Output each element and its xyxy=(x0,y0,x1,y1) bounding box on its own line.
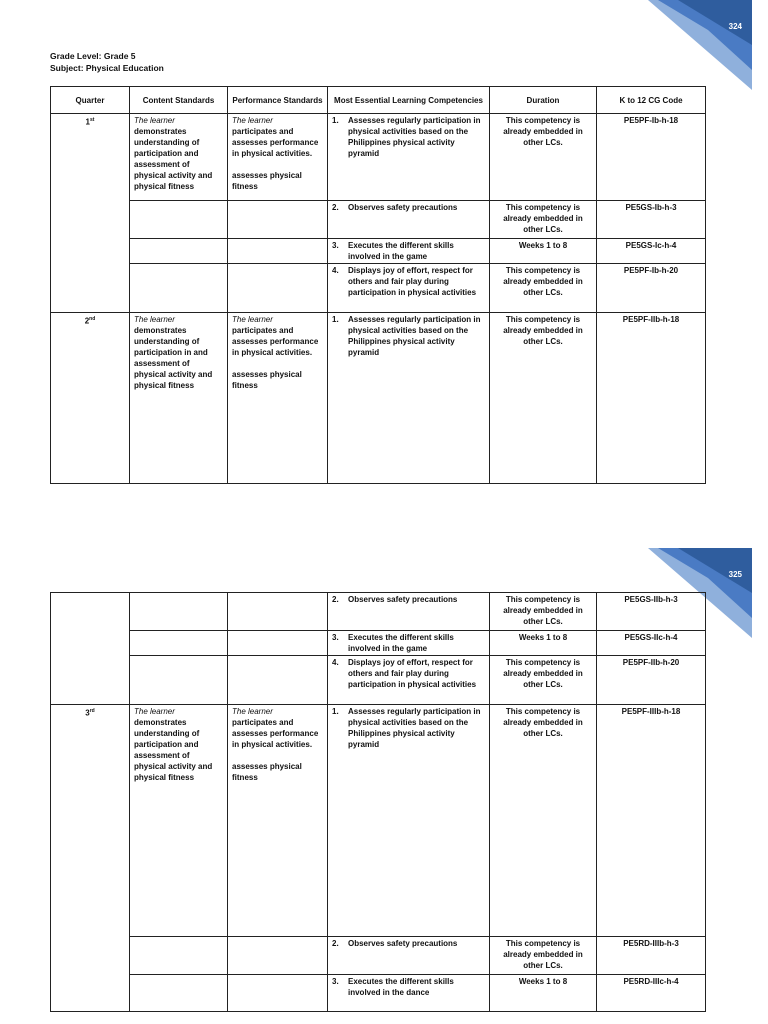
quarter-cell: 1st xyxy=(51,114,130,313)
code-cell: PE5PF-Ib-h-18 xyxy=(597,114,706,201)
competency-cell: 3. Executes the different skills involved in the game xyxy=(328,239,490,264)
performance-standard-cell xyxy=(228,264,328,313)
curriculum-table-continued xyxy=(50,592,706,1012)
subject: Subject: Physical Education xyxy=(50,63,164,73)
page-number: 325 xyxy=(728,570,742,579)
table-header-row xyxy=(51,87,706,114)
table-row xyxy=(51,239,706,264)
corner-triangle-graphic xyxy=(648,0,752,90)
competency-cell: 1. Assesses regularly participation in physical activities based on the Philippines physical activity pyramid xyxy=(328,705,490,937)
table-row xyxy=(51,975,706,1012)
performance-standard-cell: The learner participates and assesses performance in physical activities. assesses physical fitness xyxy=(228,705,328,937)
header-competencies: Most Essential Learning Competencies xyxy=(328,87,490,114)
duration-cell: This competency is already embedded in other LCs. xyxy=(490,593,597,631)
curriculum-table xyxy=(50,86,706,484)
code-cell: PE5PF-IIb-h-20 xyxy=(597,656,706,705)
competency-cell: 1. Assesses regularly participation in physical activities based on the Philippines physical activity pyramid xyxy=(328,114,490,201)
table-row xyxy=(51,937,706,975)
content-standard-cell: The learner demonstrates understanding of participation and assessment of physical activity and physical fitness xyxy=(130,705,228,937)
duration-cell: This competency is already embedded in other LCs. xyxy=(490,656,597,705)
performance-standard-cell xyxy=(228,937,328,975)
competency-cell: 2. Observes safety precautions xyxy=(328,937,490,975)
content-standard-cell xyxy=(130,593,228,631)
header-content-standards: Content Standards xyxy=(130,87,228,114)
code-cell: PE5PF-IIb-h-18 xyxy=(597,313,706,484)
duration-cell: This competency is already embedded in other LCs. xyxy=(490,705,597,937)
quarter-cell xyxy=(51,593,130,705)
code-cell: PE5RD-IIIb-h-3 xyxy=(597,937,706,975)
competency-cell: 4. Displays joy of effort, respect for others and fair play during participation in physical activities xyxy=(328,656,490,705)
page-corner-decoration xyxy=(648,0,752,90)
code-cell: PE5RD-IIIc-h-4 xyxy=(597,975,706,1012)
content-standard-cell xyxy=(130,656,228,705)
code-cell: PE5PF-IIIb-h-18 xyxy=(597,705,706,937)
page-number: 324 xyxy=(728,22,742,31)
header-code: K to 12 CG Code xyxy=(597,87,706,114)
content-standard-cell: The learner demonstrates understanding of participation and assessment of physical activity and physical fitness xyxy=(130,114,228,201)
code-cell: PE5GS-IIc-h-4 xyxy=(597,631,706,656)
competency-cell: 2. Observes safety precautions xyxy=(328,201,490,239)
table-row xyxy=(51,631,706,656)
code-cell: PE5GS-IIb-h-3 xyxy=(597,593,706,631)
performance-standard-cell: The learner participates and assesses performance in physical activities. assesses physical fitness xyxy=(228,313,328,484)
competency-cell: 4. Displays joy of effort, respect for others and fair play during participation in physical activities xyxy=(328,264,490,313)
content-standard-cell xyxy=(130,264,228,313)
header-performance-standards: Performance Standards xyxy=(228,87,328,114)
content-standard-cell xyxy=(130,937,228,975)
table-row xyxy=(51,264,706,313)
content-standard-cell xyxy=(130,201,228,239)
code-cell: PE5GS-Ic-h-4 xyxy=(597,239,706,264)
performance-standard-cell: The learner participates and assesses performance in physical activities. assesses physical fitness xyxy=(228,114,328,201)
duration-cell: This competency is already embedded in other LCs. xyxy=(490,264,597,313)
duration-cell: This competency is already embedded in other LCs. xyxy=(490,114,597,201)
table-row xyxy=(51,593,706,631)
performance-standard-cell xyxy=(228,201,328,239)
duration-cell: This competency is already embedded in other LCs. xyxy=(490,937,597,975)
duration-cell: Weeks 1 to 8 xyxy=(490,239,597,264)
competency-cell: 3. Executes the different skills involved in the game xyxy=(328,631,490,656)
performance-standard-cell xyxy=(228,975,328,1012)
table-row xyxy=(51,201,706,239)
table-row xyxy=(51,313,706,484)
page-325 xyxy=(0,548,768,1024)
performance-standard-cell xyxy=(228,593,328,631)
table-row xyxy=(51,114,706,201)
duration-cell: This competency is already embedded in other LCs. xyxy=(490,313,597,484)
document-meta xyxy=(50,50,164,74)
code-cell: PE5GS-Ib-h-3 xyxy=(597,201,706,239)
duration-cell: Weeks 1 to 8 xyxy=(490,631,597,656)
table-row xyxy=(51,656,706,705)
competency-cell: 3. Executes the different skills involved in the dance xyxy=(328,975,490,1012)
header-duration: Duration xyxy=(490,87,597,114)
competency-cell: 2. Observes safety precautions xyxy=(328,593,490,631)
grade-level: Grade Level: Grade 5 xyxy=(50,51,136,61)
quarter-cell: 2nd xyxy=(51,313,130,484)
code-cell: PE5PF-Ib-h-20 xyxy=(597,264,706,313)
table-row xyxy=(51,705,706,937)
duration-cell: This competency is already embedded in other LCs. xyxy=(490,201,597,239)
header-quarter: Quarter xyxy=(51,87,130,114)
competency-cell: 1. Assesses regularly participation in physical activities based on the Philippines physical activity pyramid xyxy=(328,313,490,484)
performance-standard-cell xyxy=(228,631,328,656)
content-standard-cell: The learner demonstrates understanding of participation in and assessment of physical activity and physical fitness xyxy=(130,313,228,484)
quarter-cell: 3rd xyxy=(51,705,130,1012)
content-standard-cell xyxy=(130,975,228,1012)
content-standard-cell xyxy=(130,239,228,264)
content-standard-cell xyxy=(130,631,228,656)
duration-cell: Weeks 1 to 8 xyxy=(490,975,597,1012)
performance-standard-cell xyxy=(228,239,328,264)
performance-standard-cell xyxy=(228,656,328,705)
